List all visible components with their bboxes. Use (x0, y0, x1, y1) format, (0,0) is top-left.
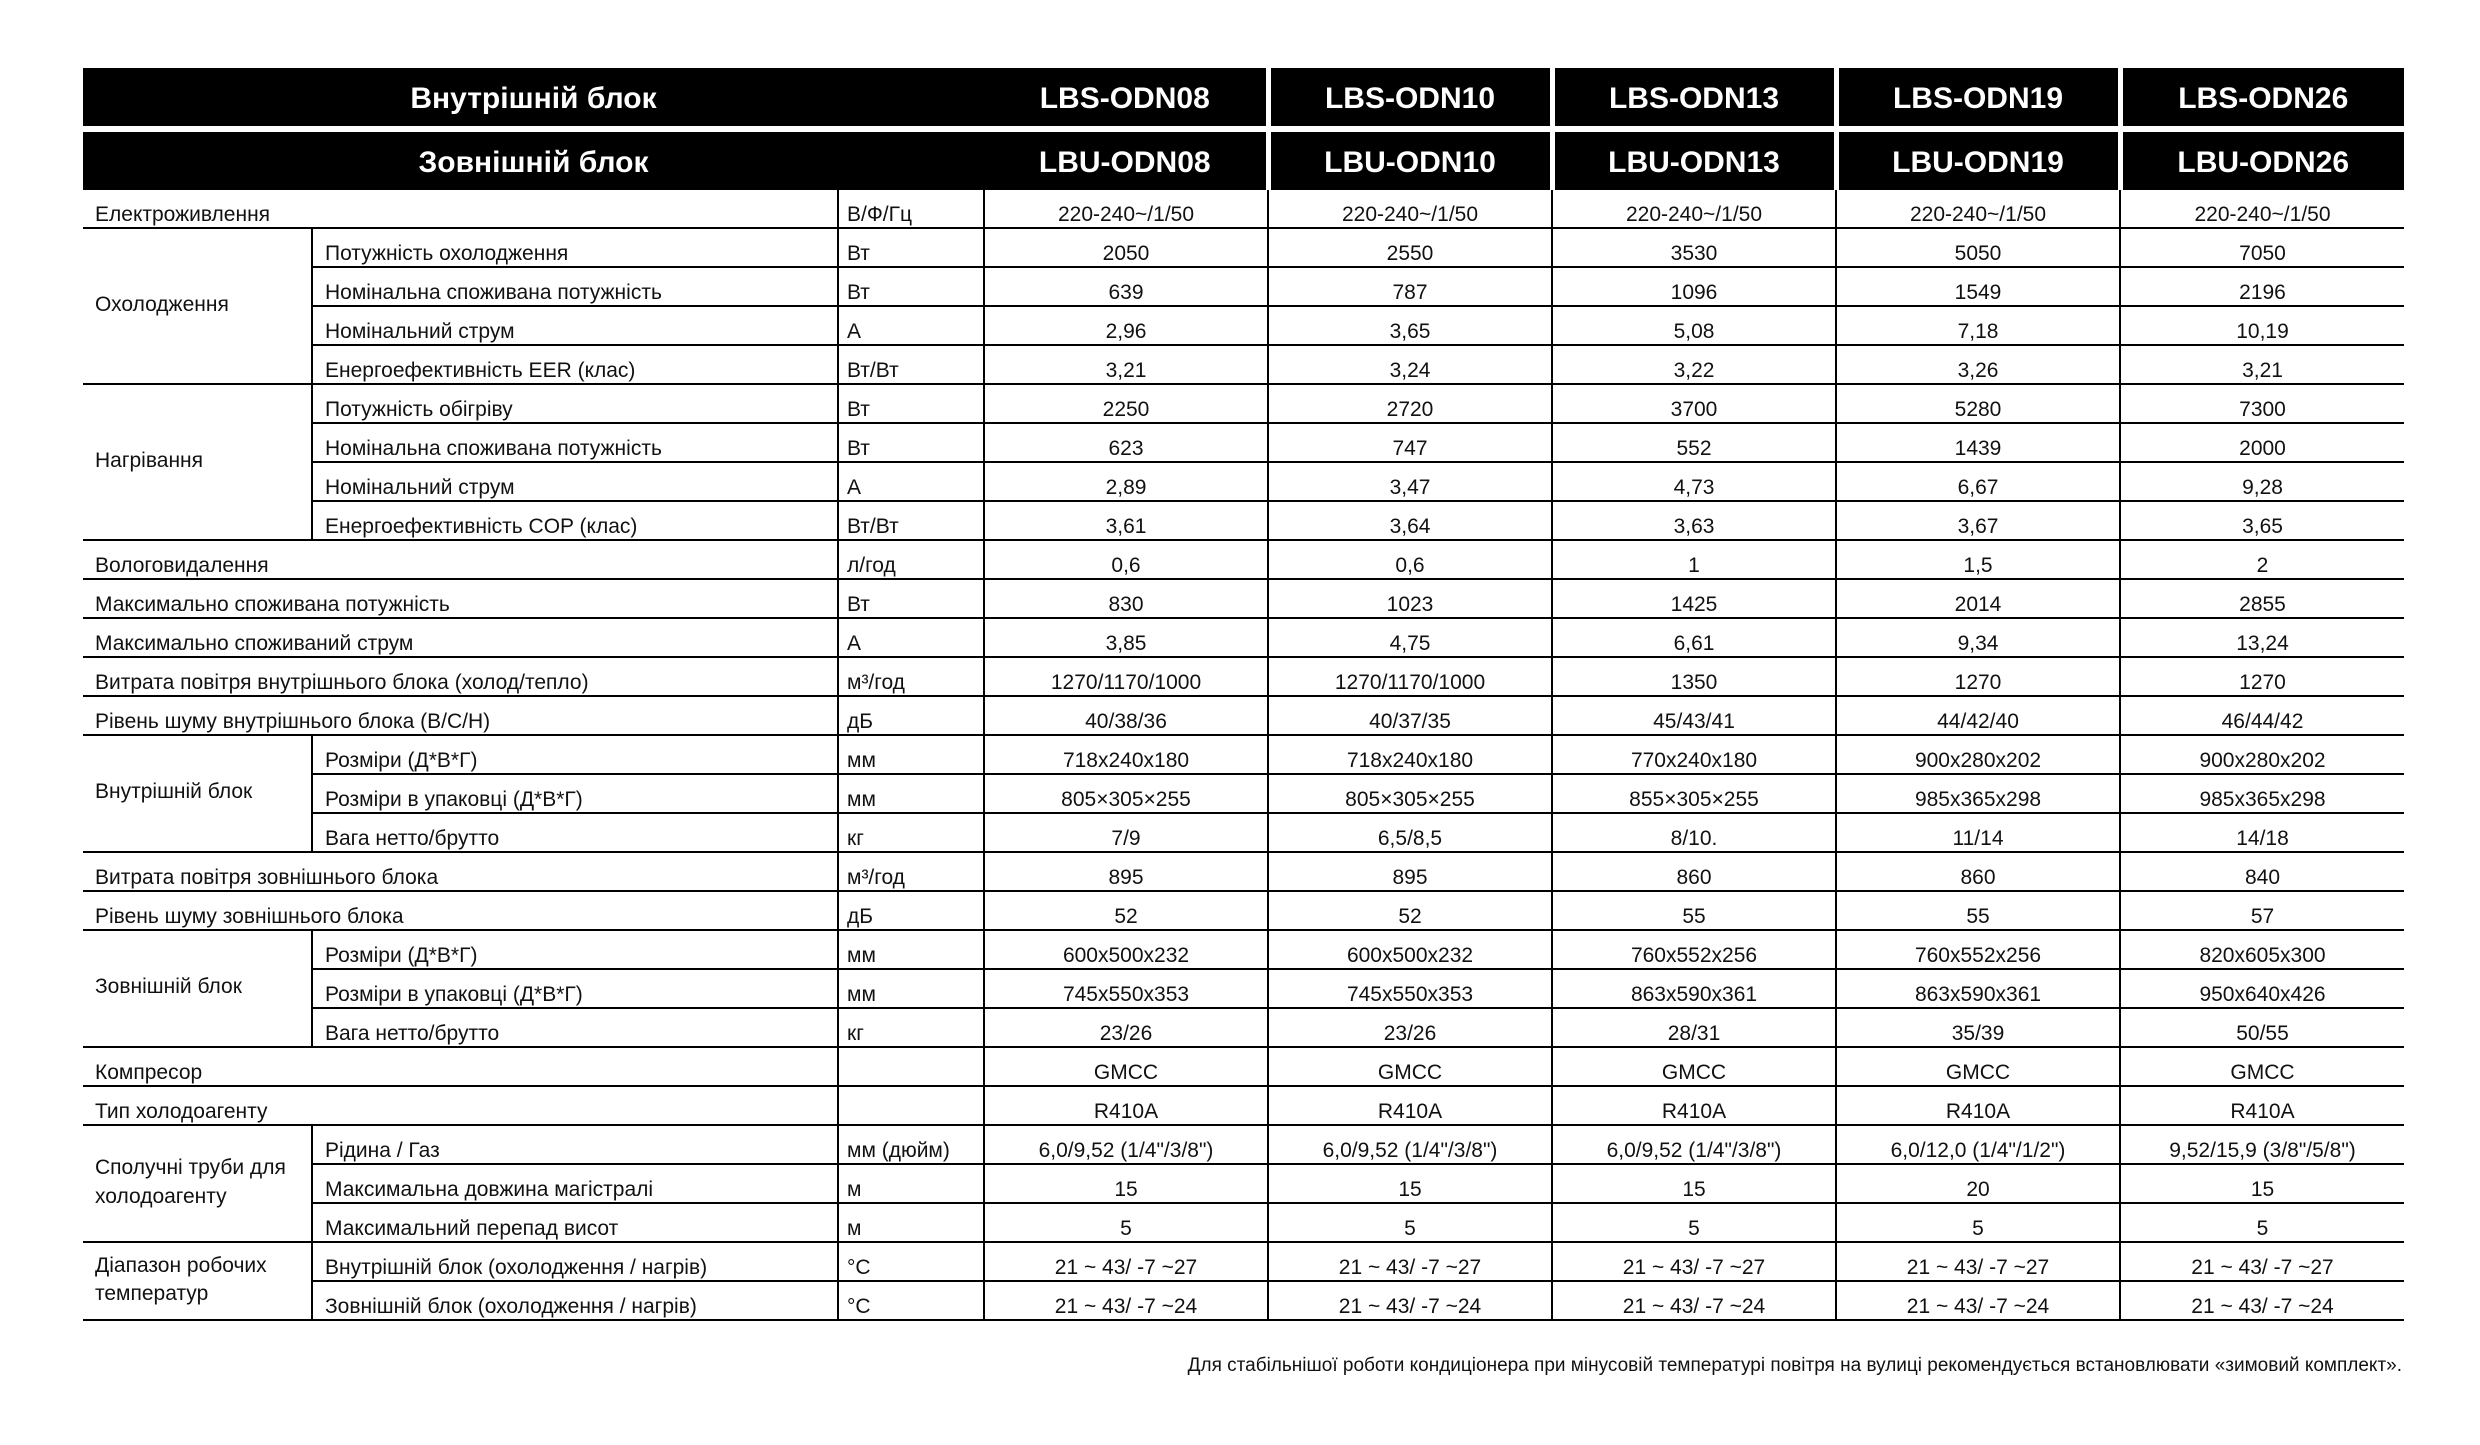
value-cell: 52 (1268, 891, 1552, 930)
value-cell: R410A (1552, 1086, 1836, 1125)
value-cell: 21 ~ 43/ -7 ~24 (984, 1281, 1268, 1320)
value-cell: 1096 (1552, 267, 1836, 306)
value-cell: 220-240~/1/50 (1268, 190, 1552, 228)
value-cell: 760x552x256 (1836, 930, 2120, 969)
param-label: Максимальний перепад висот (312, 1203, 838, 1242)
indoor-header-row (83, 68, 2404, 129)
value-cell: 21 ~ 43/ -7 ~24 (1836, 1281, 2120, 1320)
param-label: Зовнішній блок (охолодження / нагрів) (312, 1281, 838, 1320)
param-label: Розміри (Д*В*Г) (312, 930, 838, 969)
value-cell: 50/55 (2120, 1008, 2404, 1047)
value-cell: 45/43/41 (1552, 696, 1836, 735)
table-row (83, 930, 2404, 969)
value-cell: 718x240x180 (1268, 735, 1552, 774)
value-cell: 4,73 (1552, 462, 1836, 501)
unit-cell: В/Ф/Гц (838, 190, 984, 228)
group-label: Зовнішній блок (83, 930, 312, 1047)
value-cell: 1270/1170/1000 (1268, 657, 1552, 696)
value-cell: 3,22 (1552, 345, 1836, 384)
value-cell: 1270 (1836, 657, 2120, 696)
value-cell: 220-240~/1/50 (1552, 190, 1836, 228)
param-label: Номінальна споживана потужність (312, 423, 838, 462)
value-cell: 745x550x353 (984, 969, 1268, 1008)
value-cell: 5050 (1836, 228, 2120, 267)
value-cell: 863x590x361 (1552, 969, 1836, 1008)
unit-cell: Вт (838, 423, 984, 462)
param-label: Рівень шуму зовнішнього блока (83, 891, 838, 930)
param-label: Енергоефективність COP (клас) (312, 501, 838, 540)
param-label: Максимально споживана потужність (83, 579, 838, 618)
value-cell: 2050 (984, 228, 1268, 267)
value-cell: 0,6 (1268, 540, 1552, 579)
value-cell: 860 (1552, 852, 1836, 891)
value-cell: 985x365x298 (1836, 774, 2120, 813)
table-row (83, 813, 2404, 852)
table-row (83, 1281, 2404, 1320)
value-cell: 623 (984, 423, 1268, 462)
param-label: Максимальна довжина магістралі (312, 1164, 838, 1203)
unit-cell: А (838, 618, 984, 657)
value-cell: 15 (984, 1164, 1268, 1203)
unit-cell: А (838, 306, 984, 345)
value-cell: 1270 (2120, 657, 2404, 696)
value-cell: 1 (1552, 540, 1836, 579)
value-cell: 1439 (1836, 423, 2120, 462)
value-cell: GMCC (1836, 1047, 2120, 1086)
value-cell: R410A (1268, 1086, 1552, 1125)
model-name: LBU-ODN10 (1268, 129, 1552, 190)
value-cell: 639 (984, 267, 1268, 306)
unit-cell: Вт/Вт (838, 501, 984, 540)
param-label: Вологовидалення (83, 540, 838, 579)
value-cell: 1,5 (1836, 540, 2120, 579)
value-cell: 5 (984, 1203, 1268, 1242)
param-label: Тип холодоагенту (83, 1086, 838, 1125)
value-cell: 15 (2120, 1164, 2404, 1203)
value-cell: 820x605x300 (2120, 930, 2404, 969)
unit-cell: мм (838, 774, 984, 813)
value-cell: 3700 (1552, 384, 1836, 423)
value-cell: 15 (1268, 1164, 1552, 1203)
value-cell: 5 (2120, 1203, 2404, 1242)
value-cell: 895 (984, 852, 1268, 891)
model-name: LBS-ODN10 (1268, 68, 1552, 129)
table-row (83, 735, 2404, 774)
value-cell: 220-240~/1/50 (1836, 190, 2120, 228)
value-cell: 760x552x256 (1552, 930, 1836, 969)
value-cell: 220-240~/1/50 (2120, 190, 2404, 228)
param-label: Потужність охолодження (312, 228, 838, 267)
value-cell: 52 (984, 891, 1268, 930)
value-cell: 5 (1552, 1203, 1836, 1242)
value-cell: 44/42/40 (1836, 696, 2120, 735)
value-cell: 21 ~ 43/ -7 ~27 (2120, 1242, 2404, 1281)
value-cell: 4,75 (1268, 618, 1552, 657)
value-cell: 2550 (1268, 228, 1552, 267)
value-cell: R410A (1836, 1086, 2120, 1125)
value-cell: 28/31 (1552, 1008, 1836, 1047)
value-cell: 718x240x180 (984, 735, 1268, 774)
value-cell: 2 (2120, 540, 2404, 579)
table-row (83, 423, 2404, 462)
value-cell: 805×305×255 (984, 774, 1268, 813)
param-label: Розміри (Д*В*Г) (312, 735, 838, 774)
value-cell: 2196 (2120, 267, 2404, 306)
param-label: Компресор (83, 1047, 838, 1086)
value-cell: GMCC (1552, 1047, 1836, 1086)
param-label: Внутрішній блок (охолодження / нагрів) (312, 1242, 838, 1281)
value-cell: 1270/1170/1000 (984, 657, 1268, 696)
value-cell: 805×305×255 (1268, 774, 1552, 813)
unit-cell: Вт (838, 228, 984, 267)
table-row (83, 540, 2404, 579)
value-cell: 5 (1268, 1203, 1552, 1242)
param-label: Максимально споживаний струм (83, 618, 838, 657)
value-cell: 3,64 (1268, 501, 1552, 540)
param-label: Номінальна споживана потужність (312, 267, 838, 306)
table-row (83, 1242, 2404, 1281)
value-cell: 5280 (1836, 384, 2120, 423)
value-cell: 5 (1836, 1203, 2120, 1242)
value-cell: 57 (2120, 891, 2404, 930)
header-label: Зовнішній блок (83, 129, 984, 190)
table-row (83, 1203, 2404, 1242)
param-label: Номінальний струм (312, 306, 838, 345)
header-label: Внутрішній блок (83, 68, 984, 129)
unit-cell: мм (838, 930, 984, 969)
table-row (83, 891, 2404, 930)
value-cell: GMCC (984, 1047, 1268, 1086)
value-cell: 895 (1268, 852, 1552, 891)
model-name: LBS-ODN19 (1836, 68, 2120, 129)
value-cell: 23/26 (984, 1008, 1268, 1047)
unit-cell: кг (838, 1008, 984, 1047)
value-cell: 2720 (1268, 384, 1552, 423)
param-label: Витрата повітря зовнішнього блока (83, 852, 838, 891)
value-cell: 21 ~ 43/ -7 ~24 (1268, 1281, 1552, 1320)
table-row (83, 384, 2404, 423)
table-row (83, 696, 2404, 735)
spec-table (83, 68, 2404, 1321)
value-cell: 5,08 (1552, 306, 1836, 345)
unit-cell: Вт (838, 267, 984, 306)
value-cell: 6,0/9,52 (1/4"/3/8") (1552, 1125, 1836, 1164)
table-row (83, 1086, 2404, 1125)
table-row (83, 306, 2404, 345)
outdoor-header-row (83, 129, 2404, 190)
table-row (83, 228, 2404, 267)
param-label: Вага нетто/брутто (312, 813, 838, 852)
value-cell: 950x640x426 (2120, 969, 2404, 1008)
value-cell: 747 (1268, 423, 1552, 462)
unit-cell: °С (838, 1242, 984, 1281)
value-cell: 55 (1552, 891, 1836, 930)
value-cell: 2000 (2120, 423, 2404, 462)
value-cell: 21 ~ 43/ -7 ~27 (1836, 1242, 2120, 1281)
param-label: Номінальний струм (312, 462, 838, 501)
value-cell: 3,65 (1268, 306, 1552, 345)
value-cell: 3530 (1552, 228, 1836, 267)
value-cell: 1023 (1268, 579, 1552, 618)
model-name: LBU-ODN26 (2120, 129, 2404, 190)
value-cell: 2855 (2120, 579, 2404, 618)
value-cell: 863x590x361 (1836, 969, 2120, 1008)
value-cell: 6,67 (1836, 462, 2120, 501)
value-cell: 2,89 (984, 462, 1268, 501)
value-cell: 3,24 (1268, 345, 1552, 384)
unit-cell: Вт (838, 579, 984, 618)
value-cell: 1549 (1836, 267, 2120, 306)
group-label: Внутрішній блок (83, 735, 312, 852)
value-cell: 3,26 (1836, 345, 2120, 384)
unit-cell (838, 1086, 984, 1125)
unit-cell: кг (838, 813, 984, 852)
table-row (83, 1008, 2404, 1047)
value-cell: 985x365x298 (2120, 774, 2404, 813)
group-label: Сполучні труби для холодоагенту (83, 1125, 312, 1242)
value-cell: 40/37/35 (1268, 696, 1552, 735)
table-row (83, 345, 2404, 384)
table-row (83, 657, 2404, 696)
value-cell: 23/26 (1268, 1008, 1552, 1047)
table-row (83, 501, 2404, 540)
footnote: Для стабільнішої роботи кондиціонера при мінусовій температурі повітря на вулиці рекомендується встановлювати «зимовий комплект». (1187, 1355, 2402, 1376)
value-cell: 6,61 (1552, 618, 1836, 657)
value-cell: 900x280x202 (1836, 735, 2120, 774)
value-cell: 15 (1552, 1164, 1836, 1203)
value-cell: 14/18 (2120, 813, 2404, 852)
unit-cell: Вт/Вт (838, 345, 984, 384)
table-row (83, 462, 2404, 501)
value-cell: 600x500x232 (1268, 930, 1552, 969)
value-cell: 6,0/9,52 (1/4"/3/8") (984, 1125, 1268, 1164)
value-cell: 600x500x232 (984, 930, 1268, 969)
model-name: LBU-ODN19 (1836, 129, 2120, 190)
param-label: Енергоефективність EER (клас) (312, 345, 838, 384)
group-label: Охолодження (83, 228, 312, 384)
value-cell: 1350 (1552, 657, 1836, 696)
param-label: Рівень шуму внутрішнього блока (В/С/Н) (83, 696, 838, 735)
unit-cell: дБ (838, 696, 984, 735)
value-cell: 21 ~ 43/ -7 ~24 (2120, 1281, 2404, 1320)
value-cell: 900x280x202 (2120, 735, 2404, 774)
value-cell: 6,0/9,52 (1/4"/3/8") (1268, 1125, 1552, 1164)
table-row (83, 852, 2404, 891)
value-cell: 10,19 (2120, 306, 2404, 345)
model-name: LBS-ODN13 (1552, 68, 1836, 129)
value-cell: 3,47 (1268, 462, 1552, 501)
value-cell: 2,96 (984, 306, 1268, 345)
model-name: LBU-ODN08 (984, 129, 1268, 190)
value-cell: 770x240x180 (1552, 735, 1836, 774)
unit-cell (838, 1047, 984, 1086)
value-cell: 40/38/36 (984, 696, 1268, 735)
param-label: Витрата повітря внутрішнього блока (холод/тепло) (83, 657, 838, 696)
table-row (83, 1125, 2404, 1164)
value-cell: 7300 (2120, 384, 2404, 423)
value-cell: 2250 (984, 384, 1268, 423)
value-cell: 2014 (1836, 579, 2120, 618)
value-cell: GMCC (1268, 1047, 1552, 1086)
param-label: Розміри в упаковці (Д*В*Г) (312, 774, 838, 813)
unit-cell: мм (дюйм) (838, 1125, 984, 1164)
value-cell: 745x550x353 (1268, 969, 1552, 1008)
value-cell: 21 ~ 43/ -7 ~27 (1268, 1242, 1552, 1281)
table-row (83, 969, 2404, 1008)
model-name: LBU-ODN13 (1552, 129, 1836, 190)
value-cell: 13,24 (2120, 618, 2404, 657)
value-cell: 0,6 (984, 540, 1268, 579)
unit-cell: мм (838, 969, 984, 1008)
value-cell: 11/14 (1836, 813, 2120, 852)
unit-cell: дБ (838, 891, 984, 930)
value-cell: 21 ~ 43/ -7 ~24 (1552, 1281, 1836, 1320)
value-cell: 3,21 (2120, 345, 2404, 384)
value-cell: 855×305×255 (1552, 774, 1836, 813)
value-cell: GMCC (2120, 1047, 2404, 1086)
table-row (83, 1047, 2404, 1086)
table-row (83, 190, 2404, 228)
value-cell: 3,21 (984, 345, 1268, 384)
value-cell: 860 (1836, 852, 2120, 891)
unit-cell: мм (838, 735, 984, 774)
param-label: Рідина / Газ (312, 1125, 838, 1164)
value-cell: 55 (1836, 891, 2120, 930)
model-name: LBS-ODN08 (984, 68, 1268, 129)
unit-cell: А (838, 462, 984, 501)
unit-cell: м (838, 1164, 984, 1203)
value-cell: 3,61 (984, 501, 1268, 540)
value-cell: 7/9 (984, 813, 1268, 852)
value-cell: 21 ~ 43/ -7 ~27 (1552, 1242, 1836, 1281)
table-row (83, 618, 2404, 657)
value-cell: 9,52/15,9 (3/8"/5/8") (2120, 1125, 2404, 1164)
value-cell: 9,28 (2120, 462, 2404, 501)
group-label: Діапазон робочих температур (83, 1242, 312, 1320)
value-cell: R410A (984, 1086, 1268, 1125)
unit-cell: м³/год (838, 657, 984, 696)
value-cell: 21 ~ 43/ -7 ~27 (984, 1242, 1268, 1281)
value-cell: 3,67 (1836, 501, 2120, 540)
value-cell: 8/10. (1552, 813, 1836, 852)
param-label: Електроживлення (83, 190, 838, 228)
value-cell: 552 (1552, 423, 1836, 462)
model-name: LBS-ODN26 (2120, 68, 2404, 129)
value-cell: 3,85 (984, 618, 1268, 657)
value-cell: 3,65 (2120, 501, 2404, 540)
table-row (83, 774, 2404, 813)
unit-cell: °С (838, 1281, 984, 1320)
unit-cell: Вт (838, 384, 984, 423)
value-cell: 7050 (2120, 228, 2404, 267)
group-label: Нагрівання (83, 384, 312, 540)
value-cell: 840 (2120, 852, 2404, 891)
table-row (83, 267, 2404, 306)
value-cell: 1425 (1552, 579, 1836, 618)
value-cell: R410A (2120, 1086, 2404, 1125)
table-row (83, 579, 2404, 618)
value-cell: 35/39 (1836, 1008, 2120, 1047)
param-label: Потужність обігріву (312, 384, 838, 423)
value-cell: 830 (984, 579, 1268, 618)
value-cell: 46/44/42 (2120, 696, 2404, 735)
table-row (83, 1164, 2404, 1203)
param-label: Розміри в упаковці (Д*В*Г) (312, 969, 838, 1008)
value-cell: 20 (1836, 1164, 2120, 1203)
value-cell: 6,5/8,5 (1268, 813, 1552, 852)
value-cell: 220-240~/1/50 (984, 190, 1268, 228)
param-label: Вага нетто/брутто (312, 1008, 838, 1047)
unit-cell: м³/год (838, 852, 984, 891)
value-cell: 6,0/12,0 (1/4"/1/2") (1836, 1125, 2120, 1164)
unit-cell: л/год (838, 540, 984, 579)
value-cell: 787 (1268, 267, 1552, 306)
value-cell: 3,63 (1552, 501, 1836, 540)
unit-cell: м (838, 1203, 984, 1242)
value-cell: 9,34 (1836, 618, 2120, 657)
value-cell: 7,18 (1836, 306, 2120, 345)
